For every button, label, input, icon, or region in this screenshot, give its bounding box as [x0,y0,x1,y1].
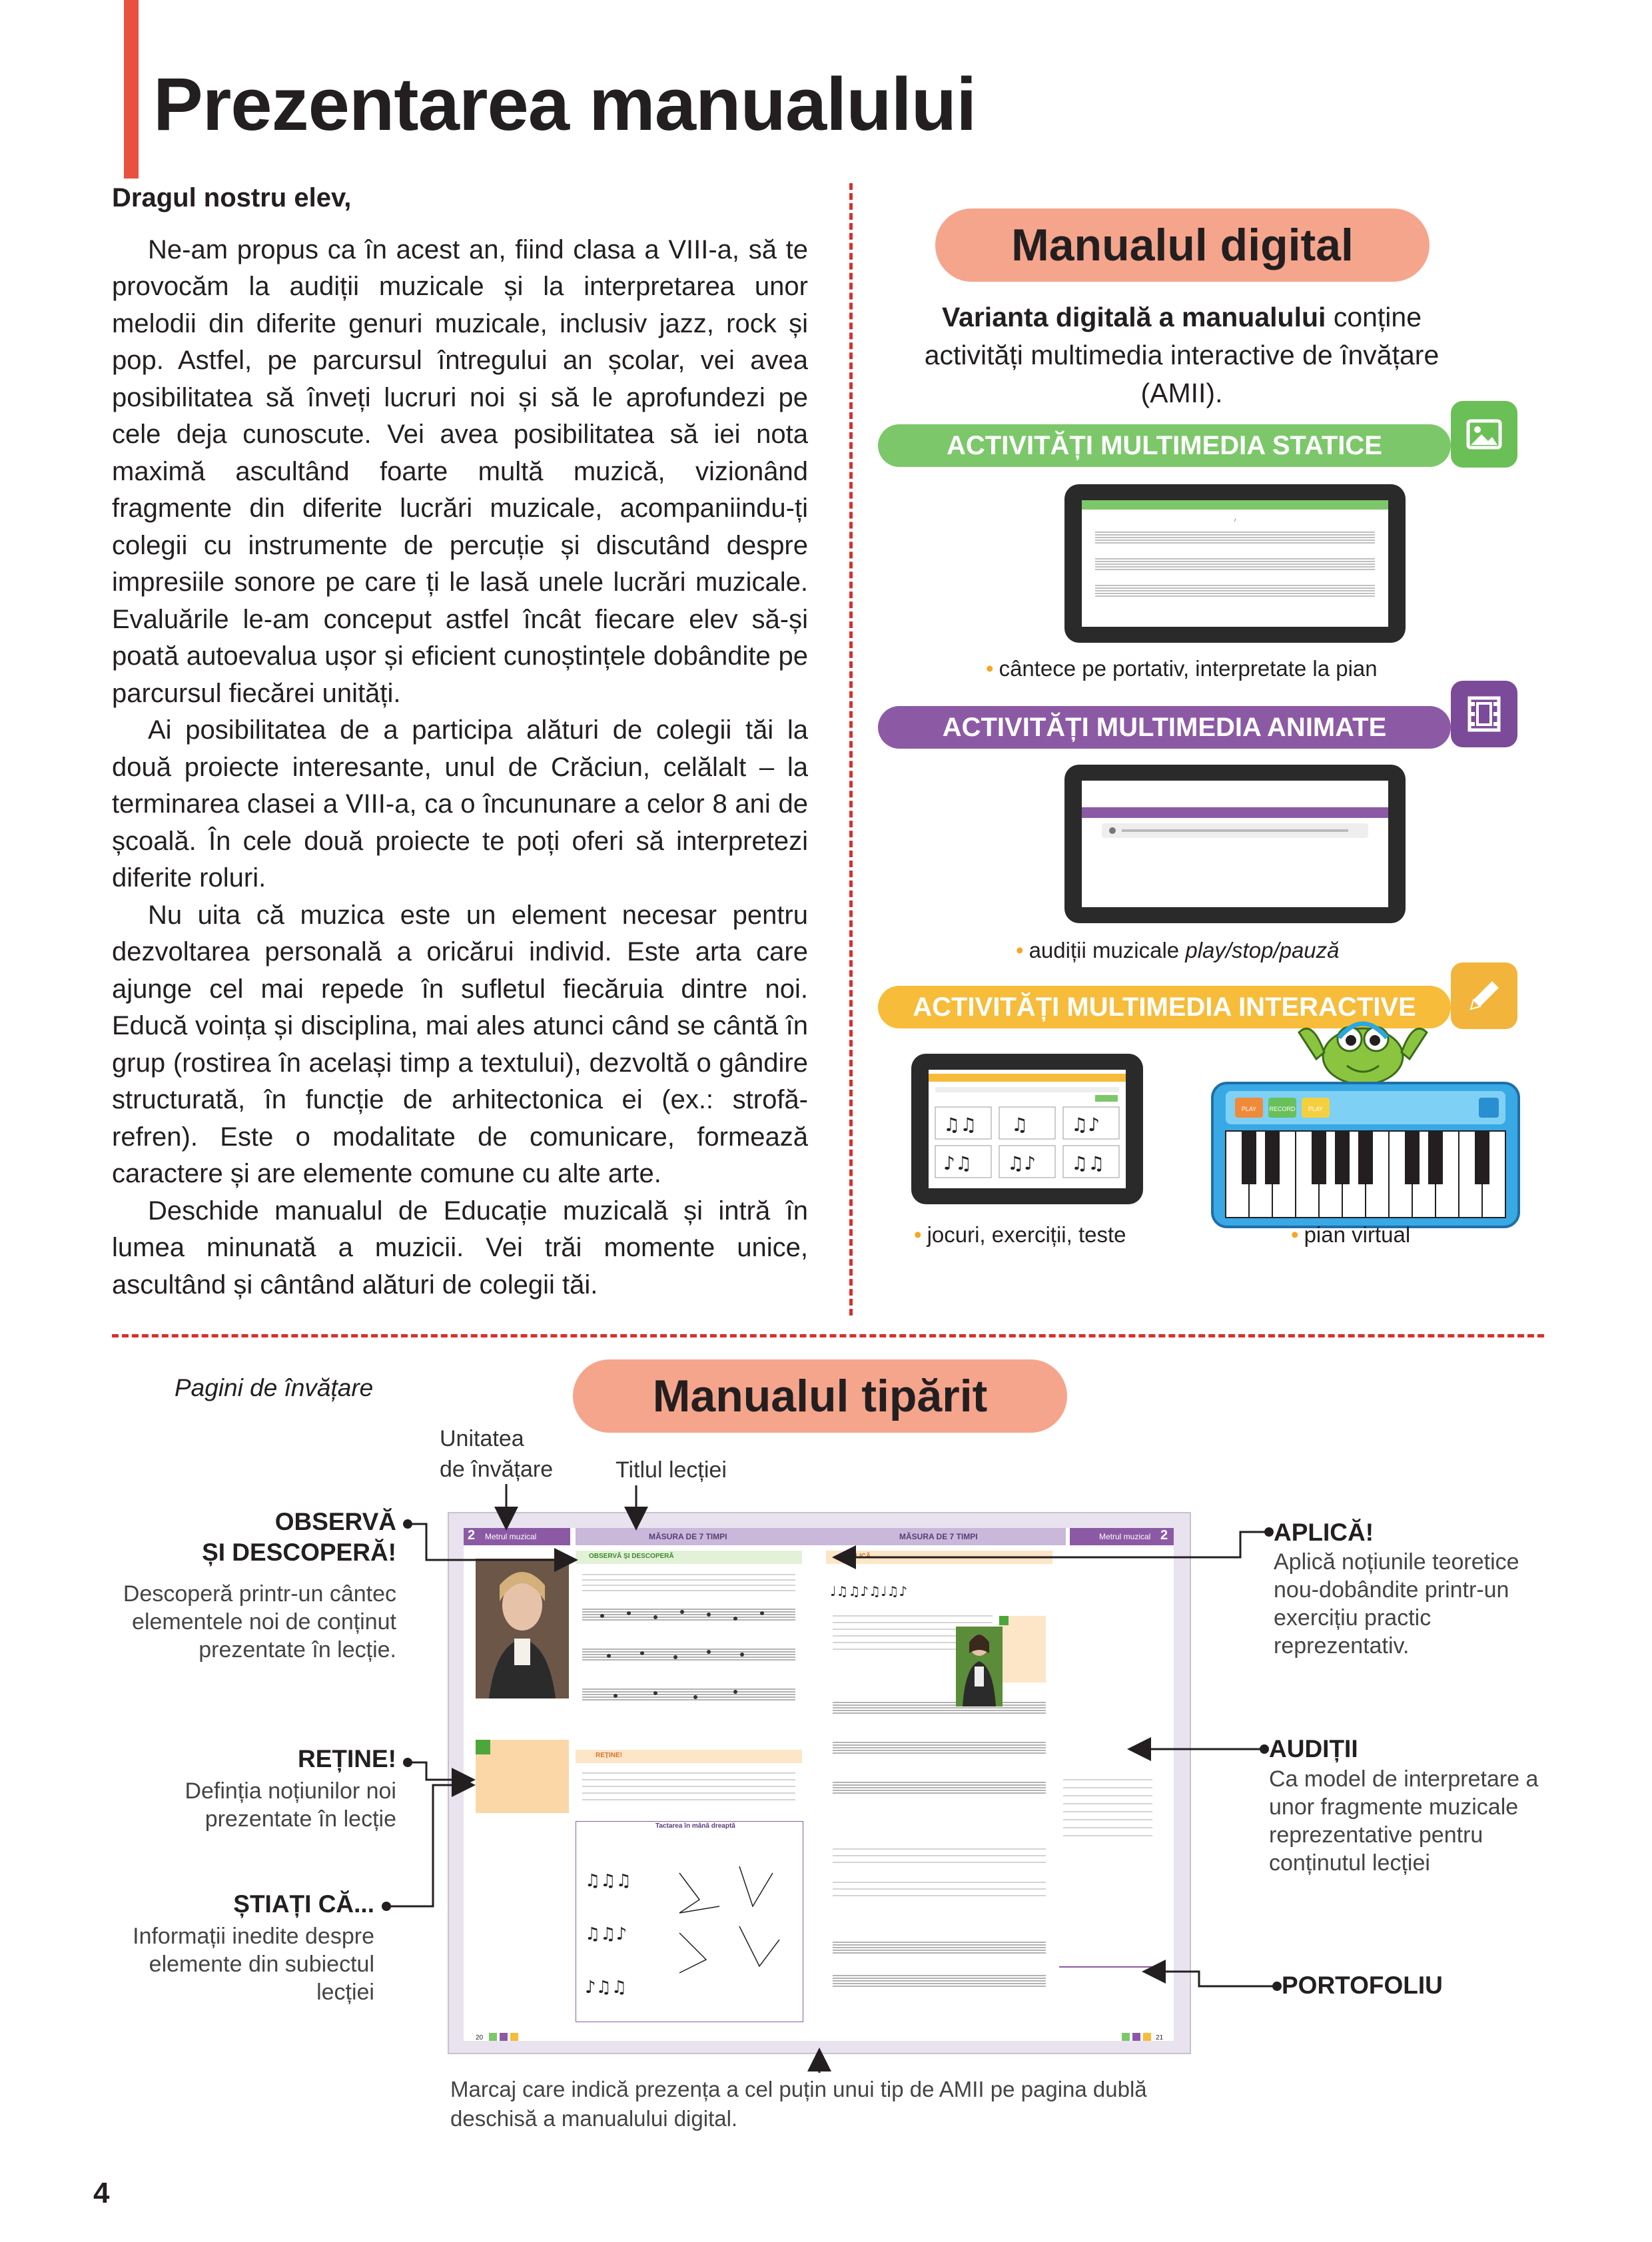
svg-text:♫♫: ♫♫ [1071,1152,1105,1174]
intro-paragraph: Deschide manualul de Educație muzicală și intră în lumea minunată a muzicii. Vei trăi momente unice, ascultând și cântând alături de colegii tăi. [112,1196,808,1300]
page-title: Prezentarea manualului [153,63,977,146]
book-page-left: 20 [476,2034,484,2042]
svg-text:♫: ♫ [1011,1114,1029,1136]
book-lesson-title-left: MĂSURA DE 7 TIMPI [649,1532,727,1541]
book-retine-tag: REȚINE! [596,1752,622,1759]
svg-text:♫♫: ♫♫ [943,1114,977,1136]
marcaj-description: Marcaj care indică prezența a cel puțin unui tip de AMII pe pagina dublă deschisă a manualului digital. [450,2077,1147,2131]
animated-caption: • audiții muzicale play/stop/pauză [1016,938,1340,962]
svg-text:♫♫♫: ♫♫♫ [585,1871,631,1891]
svg-text:♪♫♫: ♪♫♫ [585,1978,627,1998]
book-table-header: Tactarea în mână dreaptă [655,1822,735,1830]
digital-manual-title: Manualul digital [935,208,1430,282]
digital-description-rest: conține activități multimedia interactive de învățare (AMII). [924,302,1440,408]
animated-activities-bar: ACTIVITĂȚI MULTIMEDIA ANIMATE [878,706,1451,749]
book-unit-number: 2 [468,1528,476,1543]
page-number: 4 [93,2177,110,2209]
piano-button-label: PLAY [1308,1106,1324,1112]
aplica-title: APLICĂ! [1274,1519,1374,1546]
svg-text:♫♪: ♫♪ [1071,1114,1100,1136]
auditii-description: Ca model de interpretare a unor fragmente muzicale reprezentative pentru conținutul lecției [1269,1766,1539,1876]
interactive-caption-1-text: jocuri, exerciții, teste [927,1222,1126,1247]
auditii-title: AUDIȚII [1269,1735,1358,1762]
book-unit-number-right: 2 [1160,1528,1168,1543]
svg-text:♪: ♪ [1233,516,1237,523]
svg-text:♫♫♪: ♫♫♪ [585,1924,627,1944]
observa-title-line: OBSERVĂ [274,1508,396,1535]
interactive-caption-2: • pian virtual [1291,1222,1411,1247]
book-aplica-tag: APLICĂ [846,1553,871,1560]
interactive-caption-1: • jocuri, exerciții, teste [914,1222,1126,1247]
retine-description: Definția noțiunilor noi prezentate în lecție [185,1778,396,1832]
unit-label-line: de învățare [440,1457,554,1482]
piano-button-label: PLAY [1241,1106,1257,1112]
svg-text:♩♫♫♪♫♩♫♪: ♩♫♫♪♫♩♫♪ [830,1583,908,1599]
interactive-caption-2-text: pian virtual [1304,1222,1411,1247]
observa-description: Descoperă printr-un cântec elementele noi de conținut prezentate în lecție. [123,1581,396,1663]
svg-text:♫♪: ♫♪ [1007,1152,1036,1174]
digital-description-bold: Varianta digitală a manualului [941,302,1326,332]
retine-title: REȚINE! [298,1745,396,1772]
piano-button-label: RECORD [1269,1106,1296,1112]
stiati-title: ȘTIAȚI CĂ... [233,1890,374,1918]
static-caption: • cântece pe portativ, interpretate la pian [986,656,1378,681]
intro-greeting: Dragul nostru elev, [112,183,352,212]
unit-label-line: Unitatea [440,1426,524,1451]
intro-paragraph: Ai posibilitatea de a participa alături de colegii tăi la două proiecte interesante, unul de Crăciun, celălalt – la terminarea clasei a VIII-a, ca o încununare a celor 8 ani de școală. În cele două proiecte te poți oferi să interpretezi diferite roluri. [112,715,808,893]
book-unit-name-right: Metrul muzical [1099,1532,1151,1541]
book-unit-name: Metrul muzical [485,1532,537,1541]
animated-caption-text: audiții muzicale [1029,938,1186,962]
aplica-description: Aplică noțiunile teoretice nou-dobândite printr-un exercițiu practic reprezentativ. [1274,1549,1519,1659]
book-page-right: 21 [1156,2034,1164,2042]
svg-text:♪♫: ♪♫ [943,1152,972,1174]
static-caption-text: cântece pe portativ, interpretate la pian [999,656,1378,681]
static-activities-bar: ACTIVITĂȚI MULTIMEDIA STATICE [878,424,1451,467]
intro-paragraph: Ne-am propus ca în acest an, fiind clasa a VIII-a, să te provocăm la audiții muzicale și la interpretarea unor melodii din diferite genuri muzicale, inclusiv jazz, rock și pop. Astfel, pe parcursul întregului an școlar, vei avea posibilitatea să înveți lucruri noi și să le aprofundezi pe cele deja cunoscute. Vei avea posibilitatea să iei nota maximă ascultând foarte multă muzică, vizionând fragmente din diferite lucrări muzicale, acompaniindu-ți colegii cu instrumente de percuție și discutând despre impresiile sonore pe care ți le lasă unele lucrări muzicale. Evaluările le-am conceput astfel încât fiecare elev să-și poată autoevalua ușor și eficient cunoștințele dobândite pe parcursul fiecărei unități. [112,234,808,708]
intro-paragraph: Nu uita că muzica este un element necesar pentru dezvoltarea personală a oricărui individ. Este arta care ajunge cel mai repede în sufletul fiecăruia dintre noi. Educă voința și disciplina, mai ales atunci când se cântă în grup (rostirea în același timp a textului), dezvoltă o gândire structurată, în funcție de arhitectonica ei (ex.: strofă-refren). Este o modalitate de comunicare, formează caractere și are elemente comune cu alte arte. [112,900,808,1188]
pages-label: Pagini de învățare [175,1374,374,1401]
observa-title-line: ȘI DESCOPERĂ! [202,1539,396,1566]
book-observa-tag: OBSERVĂ ȘI DESCOPERĂ [589,1553,674,1560]
printed-manual-title: Manualul tipărit [573,1359,1067,1433]
lesson-title-label: Titlul lecției [616,1457,727,1483]
portofoliu-title: PORTOFOLIU [1282,1972,1443,1999]
interactive-activities-bar: ACTIVITĂȚI MULTIMEDIA INTERACTIVE [878,986,1451,1028]
book-lesson-title-right: MĂSURA DE 7 TIMPI [899,1532,978,1541]
stiati-description: Informații inedite despre elemente din subiectul lecției [133,1924,374,2005]
animated-caption-italic: play/stop/pauză [1185,938,1340,962]
